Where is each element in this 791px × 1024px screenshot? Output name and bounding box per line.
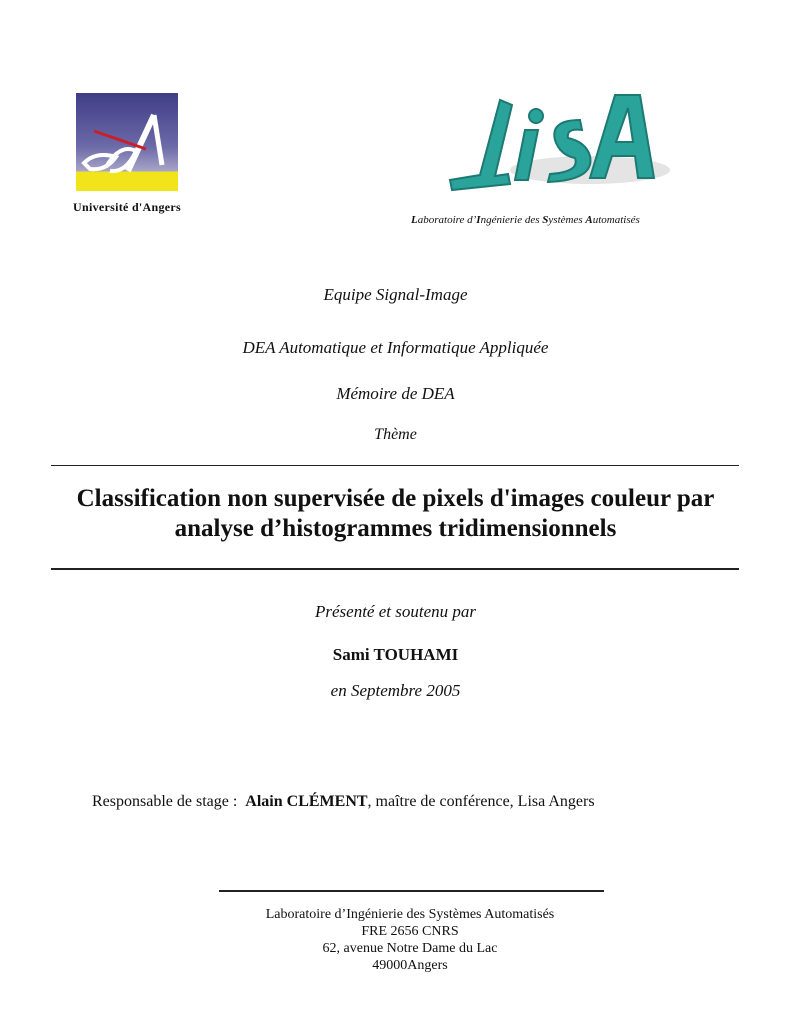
thesis-title-line2: analyse d’histogrammes tridimensionnels [174, 515, 617, 542]
theme-label: Thème [374, 426, 417, 443]
memoir-label: Mémoire de DEA [336, 384, 455, 403]
footer-lab: Laboratoire d’Ingénierie des Systèmes Automatisés [265, 907, 555, 922]
footer-city: 49000Angers [372, 958, 448, 973]
thesis-title [40, 484, 751, 544]
defense-date: en Septembre 2005 [330, 681, 461, 700]
lisa-logo [440, 80, 680, 205]
author-name: Sami TOUHAMI [332, 645, 459, 664]
supervisor-name: Alain CLÉMENT [245, 793, 368, 810]
university-caption: Université d'Angers [73, 200, 182, 214]
university-logo [76, 93, 178, 191]
title-bottom-rule [51, 568, 739, 570]
footer-street: 62, avenue Notre Dame du Lac [322, 941, 498, 956]
team-name: Equipe Signal-Image [323, 285, 468, 304]
supervisor-details: , maître de conférence, Lisa Angers [367, 793, 595, 810]
footer-rule [219, 890, 604, 892]
footer-cnrs: FRE 2656 CNRS [361, 924, 459, 939]
footer-address [200, 906, 620, 974]
presented-by: Présenté et soutenu par [315, 602, 476, 621]
lisa-caption: Laboratoire d’Ingénierie des Systèmes Automatisés [411, 214, 640, 226]
title-top-rule [51, 465, 739, 466]
supervisor-label: Responsable de stage : [92, 793, 238, 810]
program-name: DEA Automatique et Informatique Appliquée [242, 338, 549, 357]
thesis-title-line1: Classification non supervisée de pixels d'images couleur par [76, 485, 715, 512]
supervisor-line [92, 793, 595, 811]
